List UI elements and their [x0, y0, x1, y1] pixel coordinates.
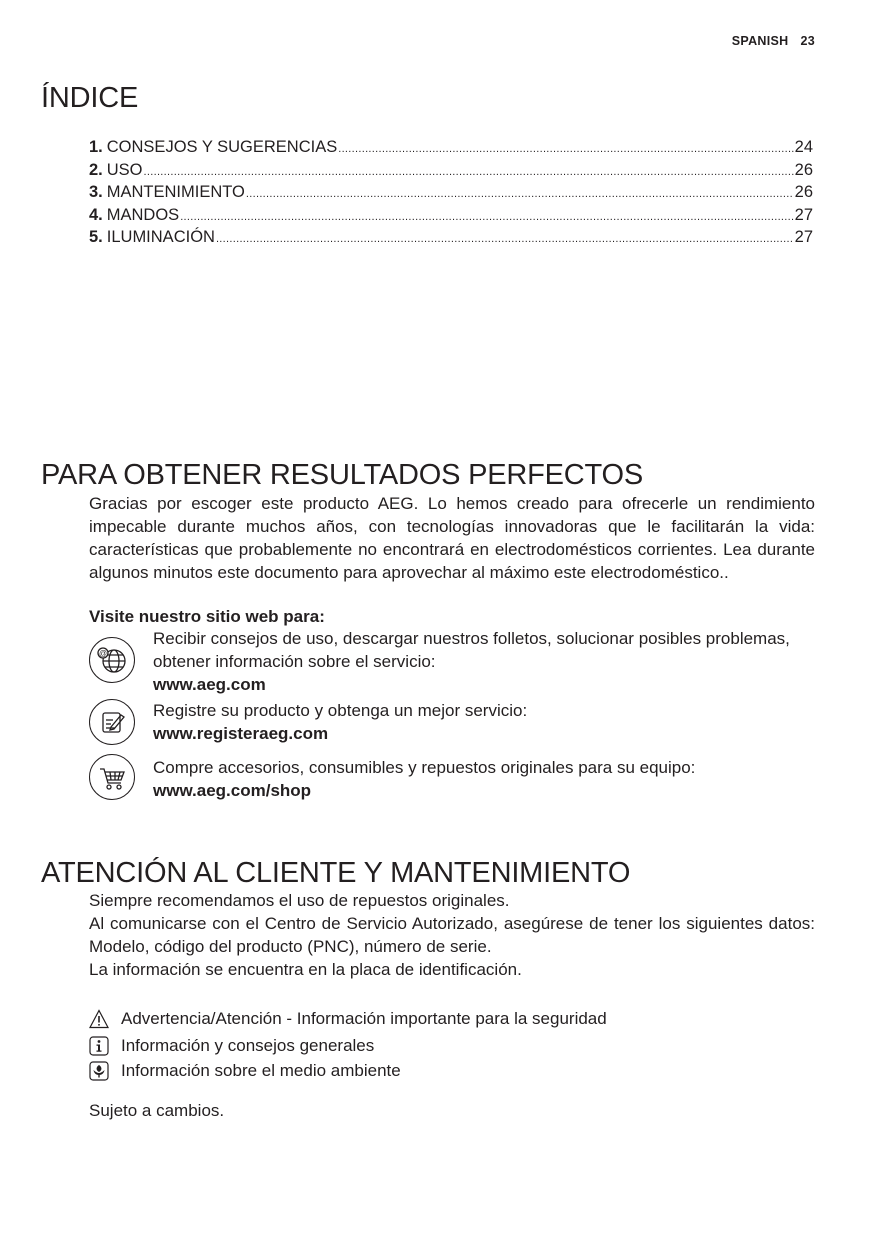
section-title-care: ATENCIÓN AL CLIENTE Y MANTENIMIENTO [41, 857, 631, 889]
web-item-text: Recibir consejos de uso, descargar nuestros folletos, solucionar posibles problemas, obtener información sobre el servicio: [153, 629, 790, 671]
info-icon [89, 1036, 109, 1056]
toc-leader [246, 181, 794, 206]
shopping-cart-icon [89, 754, 135, 800]
web-link-aeg[interactable]: www.aeg.com [153, 675, 266, 694]
toc-item[interactable]: 3. MANTENIMIENTO ..... 26 [89, 181, 813, 204]
toc-item[interactable]: 4. MANDOS ..... 27 [89, 204, 813, 227]
web-globe-icon [89, 637, 135, 683]
toc-item[interactable]: 5. ILUMINACIÓN ..... 27 [89, 226, 813, 249]
care-line-1: Siempre recomendamos el uso de repuestos originales. [89, 891, 510, 910]
toc-leader [144, 159, 794, 184]
symbol-text: Información y consejos generales [121, 1036, 375, 1055]
toc-item-label: MANTENIMIENTO [106, 183, 245, 201]
web-link-register[interactable]: www.registeraeg.com [153, 724, 329, 743]
toc-leader [338, 136, 793, 161]
warning-icon [89, 1009, 109, 1029]
svg-text:@: @ [98, 649, 108, 658]
care-line-3: La información se encuentra en la placa de identificación. [89, 960, 522, 979]
care-line-2: Al comunicarse con el Centro de Servicio Autorizado, asegúrese de tener los siguientes datos: Modelo, código del producto (PNC), número de serie. [89, 914, 815, 956]
web-item-text: Compre accesorios, consumibles y repuestos originales para su equipo: [153, 758, 696, 777]
table-of-contents [89, 136, 813, 249]
environment-icon [89, 1061, 109, 1081]
toc-item[interactable]: 1. CONSEJOS Y SUGERENCIAS ..... 24 [89, 136, 813, 159]
toc-item-page: 27 [794, 228, 813, 246]
intro-paragraph: Gracias por escoger este producto AEG. Lo hemos creado para ofrecerle un rendimiento impecable durante muchos años, con tecnologías innovadoras que le facilitarán la vida: características que probablemente no encontrará en electrodomésticos corrientes. Lea durante algunos minutos este documento para aprovechar al máximo este electrodoméstico.. [89, 494, 815, 582]
symbol-text: Advertencia/Atención - Información importante para la seguridad [121, 1009, 607, 1028]
toc-item[interactable]: 2. USO ..... 26 [89, 159, 813, 182]
toc-item-label: ILUMINACIÓN [106, 228, 215, 246]
page-number: 23 [800, 34, 815, 48]
web-item-text: Registre su producto y obtenga un mejor servicio: [153, 701, 528, 720]
toc-item-label: USO [106, 160, 143, 179]
visit-heading: Visite nuestro sitio web para: [89, 607, 325, 626]
section-title-perfect: PARA OBTENER RESULTADOS PERFECTOS [41, 459, 643, 491]
toc-item-page: 27 [794, 205, 813, 224]
register-icon [89, 699, 135, 745]
toc-item-page: 26 [794, 160, 813, 179]
toc-item-page: 24 [794, 138, 813, 156]
toc-title: ÍNDICE [41, 82, 139, 114]
toc-leader [180, 204, 793, 229]
toc-item-page: 26 [794, 183, 813, 201]
footer-note: Sujeto a cambios. [89, 1101, 225, 1120]
symbol-text: Información sobre el medio ambiente [121, 1061, 401, 1080]
toc-leader [216, 226, 794, 251]
toc-item-label: MANDOS [106, 205, 180, 224]
header-language: SPANISH [731, 34, 789, 48]
toc-item-label: CONSEJOS Y SUGERENCIAS [106, 138, 338, 156]
web-link-shop[interactable]: www.aeg.com/shop [153, 781, 312, 800]
page-header [732, 34, 815, 48]
